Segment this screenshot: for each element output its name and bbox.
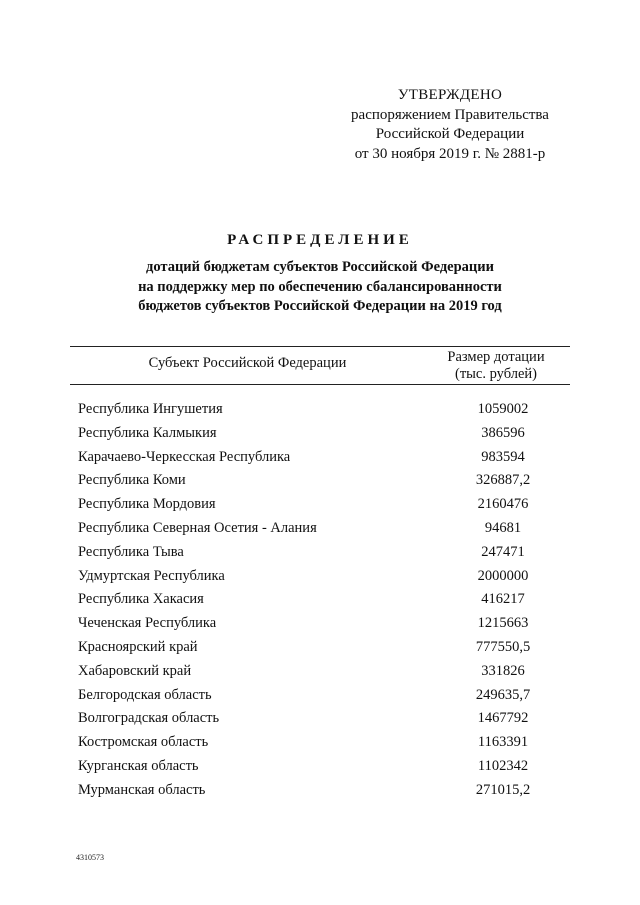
table-row — [78, 779, 578, 803]
subsidy-amount: 386596 — [481, 424, 525, 441]
subject-name: Республика Тыва — [78, 543, 184, 560]
table-row — [78, 398, 578, 422]
subject-name: Республика Ингушетия — [78, 401, 223, 417]
subtitle-line-2: на поддержку мер по обеспечению сбалансированности — [138, 278, 502, 295]
column-header-subject: Субъект Российской Федерации — [148, 355, 347, 371]
table-row — [78, 422, 578, 446]
subject-name: Республика Калмыкия — [78, 424, 217, 441]
table-header-rule — [70, 384, 570, 385]
table-row — [78, 684, 578, 708]
subject-name: Курганская область — [78, 757, 199, 774]
approval-line-1: распоряжением Правительства — [351, 106, 549, 123]
column-header-amount — [412, 349, 580, 383]
table-row — [78, 541, 578, 565]
subject-name: Хабаровский край — [78, 662, 192, 679]
table-row — [78, 660, 578, 684]
subject-name: Красноярский край — [78, 638, 198, 655]
subsidy-amount: 416217 — [481, 591, 525, 608]
subject-name: Чеченская Республика — [78, 615, 217, 632]
subsidy-amount: 983594 — [481, 448, 525, 465]
document-title: РАСПРЕДЕЛЕНИЕ — [227, 232, 413, 248]
table-row — [78, 636, 578, 660]
subsidy-amount: 1059002 — [477, 401, 529, 417]
table-row — [78, 612, 578, 636]
subsidy-amount: 1467792 — [477, 710, 529, 727]
table-row — [78, 446, 578, 470]
table-row — [78, 565, 578, 589]
subsidy-amount: 2000000 — [477, 567, 529, 584]
subsidy-amount: 94681 — [484, 519, 522, 536]
column-header-amount-line-2: (тыс. рублей) — [455, 366, 537, 382]
table-body — [78, 398, 578, 803]
approval-stamp: УТВЕРЖДЕНО — [397, 87, 503, 103]
subject-name: Республика Мордовия — [78, 496, 216, 513]
table-row — [78, 469, 578, 493]
approval-block — [330, 86, 570, 164]
document-number: 4310573 — [76, 853, 104, 862]
subject-name: Республика Хакасия — [78, 591, 204, 608]
subtitle-line-1: дотаций бюджетам субъектов Российской Федерации — [146, 259, 494, 275]
subsidy-amount: 271015,2 — [475, 781, 531, 798]
subsidy-amount: 777550,5 — [475, 638, 531, 655]
subject-name: Карачаево-Черкесская Республика — [78, 448, 291, 465]
subject-name: Республика Северная Осетия - Алания — [78, 519, 317, 536]
subtitle-line-3: бюджетов субъектов Российской Федерации на 2019 год — [138, 298, 502, 314]
subject-name: Костромская область — [78, 734, 209, 751]
subject-name: Республика Коми — [78, 472, 186, 489]
subsidy-amount: 331826 — [481, 662, 525, 679]
subsidy-amount: 1163391 — [477, 734, 529, 751]
approval-line-3: от 30 ноября 2019 г. № 2881-р — [354, 145, 546, 162]
subsidy-amount: 326887,2 — [475, 472, 531, 489]
subsidy-amount: 247471 — [481, 543, 525, 560]
table-row — [78, 707, 578, 731]
subsidy-amount: 1215663 — [477, 615, 529, 632]
column-header-amount-line-1: Размер дотации — [447, 349, 545, 365]
approval-line-2: Российской Федерации — [375, 126, 525, 142]
subsidy-amount: 1102342 — [477, 757, 529, 774]
table-row — [78, 755, 578, 779]
subsidy-amount: 249635,7 — [475, 686, 531, 703]
subject-name: Мурманская область — [78, 781, 206, 798]
table-top-rule — [70, 346, 570, 347]
document-subtitle — [0, 258, 640, 317]
table-row — [78, 493, 578, 517]
subject-name: Удмуртская Республика — [78, 567, 225, 584]
table-row — [78, 517, 578, 541]
subsidy-amount: 2160476 — [477, 496, 529, 513]
subject-name: Белгородская область — [78, 686, 212, 703]
subject-name: Волгоградская область — [78, 710, 220, 727]
table-row — [78, 731, 578, 755]
table-row — [78, 588, 578, 612]
